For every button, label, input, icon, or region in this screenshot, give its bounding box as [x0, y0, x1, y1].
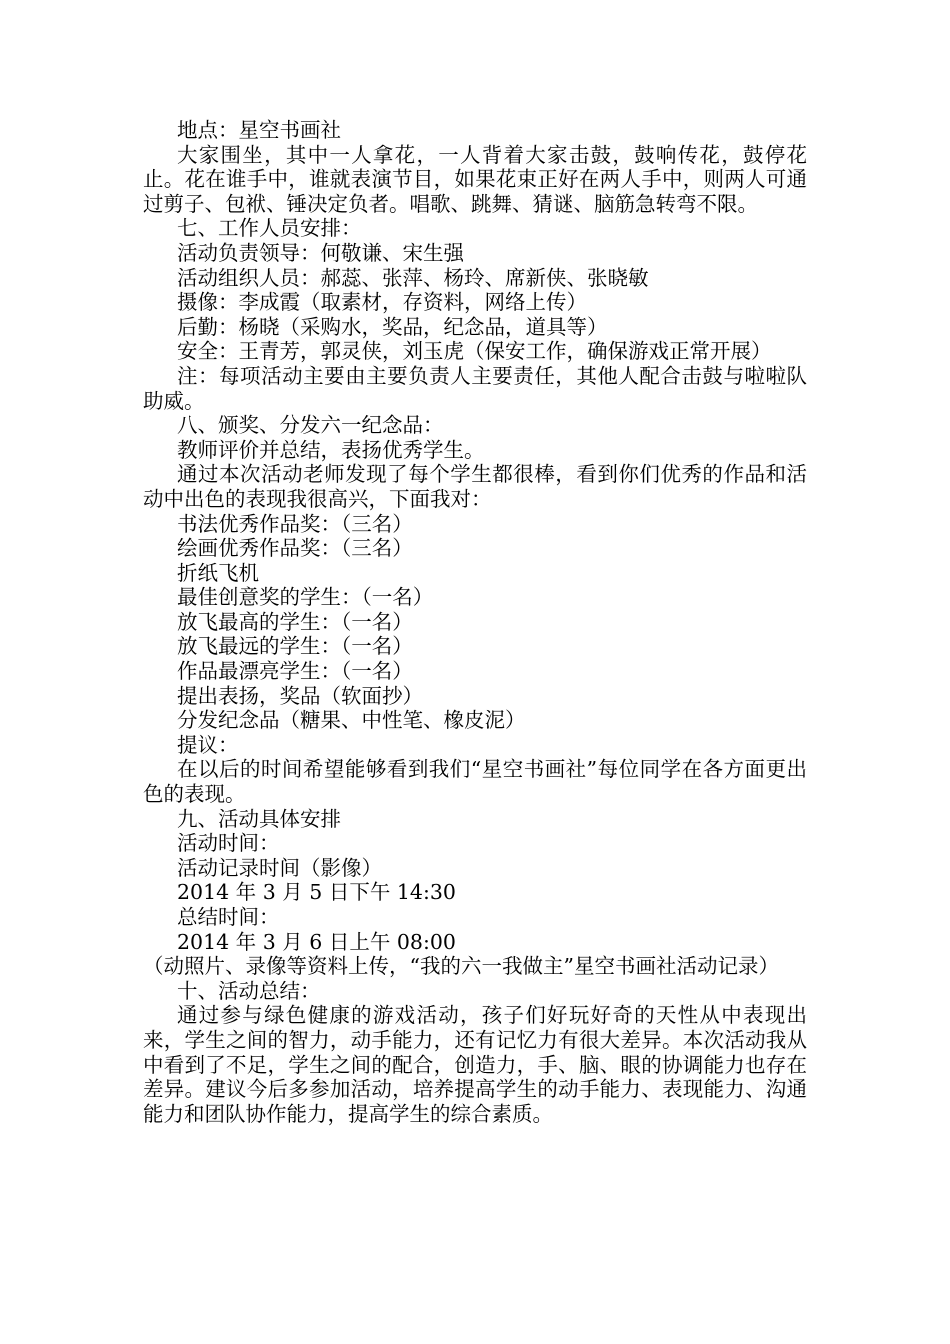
staff-note-paragraph: 注：每项活动主要由主要负责人主要责任，其他人配合击鼓与啦啦队助威。	[143, 363, 807, 413]
award-farthest-line: 放飞最远的学生：（一名）	[177, 634, 413, 659]
award-calligraphy-line: 书法优秀作品奖：（三名）	[177, 511, 413, 536]
record-time-value: 2014 年 3 月 5 日下午 14:30	[177, 880, 456, 905]
activity-time-label: 活动时间：	[177, 831, 280, 856]
staff-logistics-line: 后勤：杨晓（采购水，奖品，纪念品，道具等）	[177, 314, 608, 339]
teacher-remarks-paragraph: 通过本次活动老师发现了每个学生都很棒，看到你们优秀的作品和活动中出色的表现我很高兴，下面我对：	[143, 462, 807, 511]
game-description-paragraph: 大家围坐，其中一人拿花，一人背着大家击鼓，鼓响传花，鼓停花止。花在谁手中，谁就表演节目，如果花束正好在两人手中，则两人可通过剪子、包袱、锤决定负者。唱歌、跳舞、猜谜、脑筋急转弯不限。	[143, 142, 807, 216]
proposal-heading: 提议：	[177, 732, 239, 757]
section-heading-summary: 十、活动总结：	[177, 978, 321, 1003]
award-highest-line: 放飞最高的学生：（一名）	[177, 609, 413, 634]
summary-time-value: 2014 年 3 月 6 日上午 08:00	[177, 929, 456, 954]
award-creative-line: 最佳创意奖的学生：（一名）	[177, 585, 434, 610]
staff-safety-line: 安全：王青芳，郭灵侠，刘玉虎（保安工作，确保游戏正常开展）	[177, 339, 772, 364]
section-heading-staff: 七、工作人员安排：	[177, 216, 362, 241]
award-prettiest-line: 作品最漂亮学生：（一名）	[177, 659, 413, 684]
section-heading-awards: 八、颁奖、分发六一纪念品：	[177, 413, 444, 438]
section-heading-schedule: 九、活动具体安排	[177, 806, 341, 831]
teacher-evaluation-line: 教师评价并总结，表扬优秀学生。	[177, 437, 485, 462]
staff-organizers-line: 活动组织人员：郝蕊、张萍、杨玲、席新侠、张晓敏	[177, 265, 649, 290]
paper-plane-heading: 折纸飞机	[177, 560, 259, 585]
summary-paragraph: 通过参与绿色健康的游戏活动，孩子们好玩好奇的天性从中表现出来，学生之间的智力，动手能力，还有记忆力有很大差异。本次活动我从中看到了不足，学生之间的配合，创造力，手、脑、眼的协调能力也存在差异。建议今后多参加活动，培养提高学生的动手能力、表现能力、沟通能力和团队协作能力，提高学生的综合素质。	[143, 1003, 807, 1126]
location-line: 地点：星空书画社	[177, 118, 341, 142]
award-painting-line: 绘画优秀作品奖：（三名）	[177, 536, 413, 561]
souvenir-line: 分发纪念品（糖果、中性笔、橡皮泥）	[177, 708, 526, 733]
upload-note-paragraph: （动照片、录像等资料上传，“我的六一我做主”星空书画社活动记录）	[143, 954, 779, 979]
staff-camera-line: 摄像：李成霞（取素材，存资料，网络上传）	[177, 290, 587, 315]
proposal-paragraph: 在以后的时间希望能够看到我们“星空书画社”每位同学在各方面更出色的表现。	[143, 757, 807, 807]
praise-prize-line: 提出表扬，奖品（软面抄）	[177, 683, 423, 708]
record-time-label: 活动记录时间（影像）	[177, 855, 382, 880]
document-page	[143, 118, 807, 1126]
staff-leaders-line: 活动负责领导：何敬谦、宋生强	[177, 240, 464, 265]
summary-time-label: 总结时间：	[177, 905, 280, 929]
